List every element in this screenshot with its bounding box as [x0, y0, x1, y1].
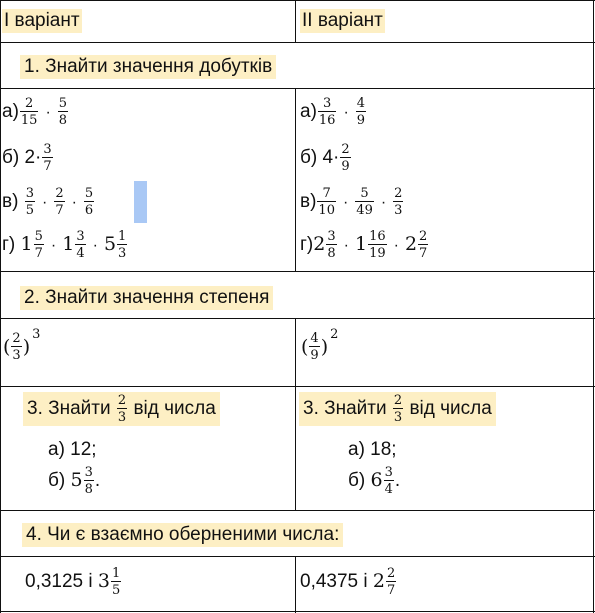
task-1-v1-item-b	[2, 143, 54, 173]
row-divider	[0, 88, 595, 89]
task-3-v1-item-a: а) 12;	[48, 439, 97, 460]
denominator: 3	[393, 410, 403, 425]
fraction	[340, 143, 350, 173]
numerator: 5	[84, 186, 94, 201]
numerator: 3	[76, 229, 85, 244]
task-1-v2-item-a	[300, 97, 367, 127]
fraction	[117, 230, 127, 260]
numerator: 16	[369, 229, 386, 244]
row-divider	[0, 510, 595, 511]
numerator: 1	[112, 566, 121, 581]
whole-part: 5	[103, 233, 117, 256]
denominator: 5	[25, 203, 34, 218]
open-paren: (	[3, 336, 11, 358]
multiply-sign: ·	[342, 194, 349, 212]
item-label: г)	[300, 234, 314, 256]
item-label: в)	[300, 191, 317, 213]
fraction	[355, 187, 374, 217]
item-label: а)	[300, 101, 317, 123]
row-divider	[0, 318, 595, 319]
denominator: 6	[84, 203, 94, 218]
denominator: 4	[384, 482, 393, 497]
denominator: 7	[55, 203, 64, 218]
task-2-title: 2. Знайти значення степеня	[20, 286, 273, 310]
task-1-v1-item-c	[2, 187, 95, 217]
whole-part: 1	[20, 233, 33, 256]
row-divider	[0, 271, 595, 272]
numerator: 2	[20, 97, 39, 112]
variant-2-header: ІІ варіант	[302, 10, 383, 31]
denominator: 8	[58, 113, 68, 128]
row-divider	[0, 42, 595, 43]
task-3-v1-title: 3. Знайти $\frac{2}{3}$ від числа	[23, 392, 220, 426]
whole-part: 2	[404, 233, 418, 256]
denominator: 8	[327, 246, 336, 261]
denominator: 9	[356, 113, 366, 128]
numerator: 2	[55, 186, 64, 201]
task-1-v1-item-a	[2, 97, 69, 127]
fraction	[326, 230, 336, 260]
numerator: 5	[355, 187, 374, 202]
close-paren: )	[22, 336, 31, 358]
fraction	[34, 230, 44, 260]
numerator: 2	[419, 229, 428, 244]
fraction	[58, 97, 68, 127]
numerator: 3	[384, 465, 393, 480]
table-border-left	[0, 0, 1, 613]
fraction	[393, 187, 403, 217]
task-1-v1-item-d	[2, 230, 128, 260]
fraction	[25, 187, 35, 217]
fraction	[84, 466, 94, 496]
numerator: 1	[118, 229, 127, 244]
numerator: 4	[310, 331, 319, 346]
fraction	[356, 97, 366, 127]
task-3-v2-item-a: а) 18;	[348, 439, 397, 460]
denominator: 5	[112, 583, 121, 598]
task-1-v2-item-d	[300, 230, 429, 260]
task-2-v2-power	[301, 327, 339, 363]
item-label: в)	[2, 191, 19, 213]
numerator: 2	[12, 331, 21, 346]
fraction	[368, 230, 387, 260]
fraction	[309, 332, 319, 362]
fraction	[386, 567, 396, 597]
task-3-v1-item-b: б) 5 $\frac{3}{8}$ .	[48, 465, 101, 497]
row-divider	[0, 386, 595, 387]
numerator: 2	[393, 393, 403, 408]
denominator: 7	[34, 246, 43, 261]
denominator: 3	[117, 410, 127, 425]
variant-1-header: І варіант	[4, 10, 80, 31]
column-divider	[295, 318, 296, 511]
column-divider	[295, 88, 296, 272]
numerator: 2	[387, 566, 396, 581]
numerator: 2	[394, 186, 403, 201]
whole-part: 1	[354, 233, 368, 256]
text-selection-highlight	[134, 181, 147, 223]
fraction	[384, 466, 394, 496]
multiply-sign: ·	[71, 194, 77, 212]
numerator: 3	[318, 97, 337, 112]
task-1-v2-item-c	[300, 187, 404, 217]
denominator: 19	[369, 246, 386, 261]
denominator: 7	[419, 246, 428, 261]
denominator: 3	[118, 246, 127, 261]
column-divider	[295, 0, 296, 43]
multiply-sign: ·	[50, 237, 57, 255]
multiply-sign: ·	[343, 237, 349, 255]
exponent: 2	[330, 327, 339, 343]
numerator: 3	[25, 186, 34, 201]
denominator: 7	[387, 583, 396, 598]
numerator: 5	[58, 96, 68, 111]
denominator: 3	[12, 348, 21, 363]
fraction	[75, 230, 85, 260]
row-divider	[0, 556, 595, 557]
fraction	[84, 187, 94, 217]
fraction	[20, 97, 39, 127]
fraction	[11, 332, 21, 362]
whole-part: 5	[70, 469, 83, 492]
multiply-sign: ·	[393, 237, 399, 255]
task-3-v2-title: 3. Знайти $\frac{2}{3}$ від числа	[299, 392, 496, 426]
table-border-right	[593, 0, 594, 613]
multiply-sign: ·	[41, 194, 48, 212]
task-2-v1-power	[3, 327, 41, 363]
task-1-v2-item-b	[300, 143, 352, 173]
denominator: 9	[341, 159, 350, 174]
whole-part: 2	[372, 570, 385, 593]
numerator: 7	[317, 187, 336, 202]
numerator: 3	[43, 142, 52, 157]
whole-part: 6	[370, 469, 383, 492]
numerator: 3	[327, 229, 336, 244]
table-border-top	[0, 0, 595, 1]
denominator: 8	[84, 482, 93, 497]
fraction	[317, 187, 336, 217]
denominator: 3	[394, 203, 403, 218]
denominator: 10	[318, 203, 335, 218]
denominator: 9	[310, 348, 319, 363]
fraction	[418, 230, 428, 260]
whole-part: 1	[62, 233, 75, 256]
close-paren: )	[320, 336, 329, 358]
multiply-sign: ·	[380, 194, 387, 212]
whole-part: 2	[313, 233, 326, 256]
column-divider	[295, 556, 296, 613]
item-label: г)	[2, 234, 16, 256]
open-paren: (	[301, 336, 309, 358]
numerator: 2	[117, 393, 127, 408]
fraction	[111, 567, 121, 597]
numerator: 3	[84, 465, 93, 480]
fraction	[54, 187, 64, 217]
item-label: б) 2·	[2, 147, 42, 169]
multiply-sign: ·	[45, 104, 51, 122]
whole-part: 3	[97, 570, 110, 593]
numerator: 2	[341, 142, 350, 157]
fraction	[42, 143, 52, 173]
item-label: б) 4·	[300, 147, 340, 169]
fraction	[318, 97, 337, 127]
denominator: 15	[20, 113, 38, 128]
denominator: 16	[318, 113, 336, 128]
multiply-sign: ·	[92, 237, 98, 255]
denominator: 49	[356, 203, 373, 218]
task-4-v2-numbers: 0,4375 і 2 $\frac{2}{7}$	[300, 566, 396, 598]
numerator: 5	[34, 229, 43, 244]
denominator: 4	[76, 246, 85, 261]
fraction	[393, 394, 403, 424]
denominator: 7	[43, 159, 52, 174]
exponent: 3	[32, 327, 41, 343]
table-border-bottom	[0, 611, 595, 612]
fraction	[117, 394, 127, 424]
multiply-sign: ·	[343, 104, 349, 122]
task-4-v1-numbers: 0,3125 і 3 $\frac{1}{5}$	[25, 566, 121, 598]
task-4-title: 4. Чи є взаємно оберненими числа:	[22, 523, 343, 547]
item-label: а)	[2, 101, 19, 123]
numerator: 4	[356, 96, 366, 111]
task-3-v2-item-b: б) 6 $\frac{3}{4}$ .	[348, 465, 401, 497]
task-1-title: 1. Знайти значення добутків	[20, 55, 276, 79]
